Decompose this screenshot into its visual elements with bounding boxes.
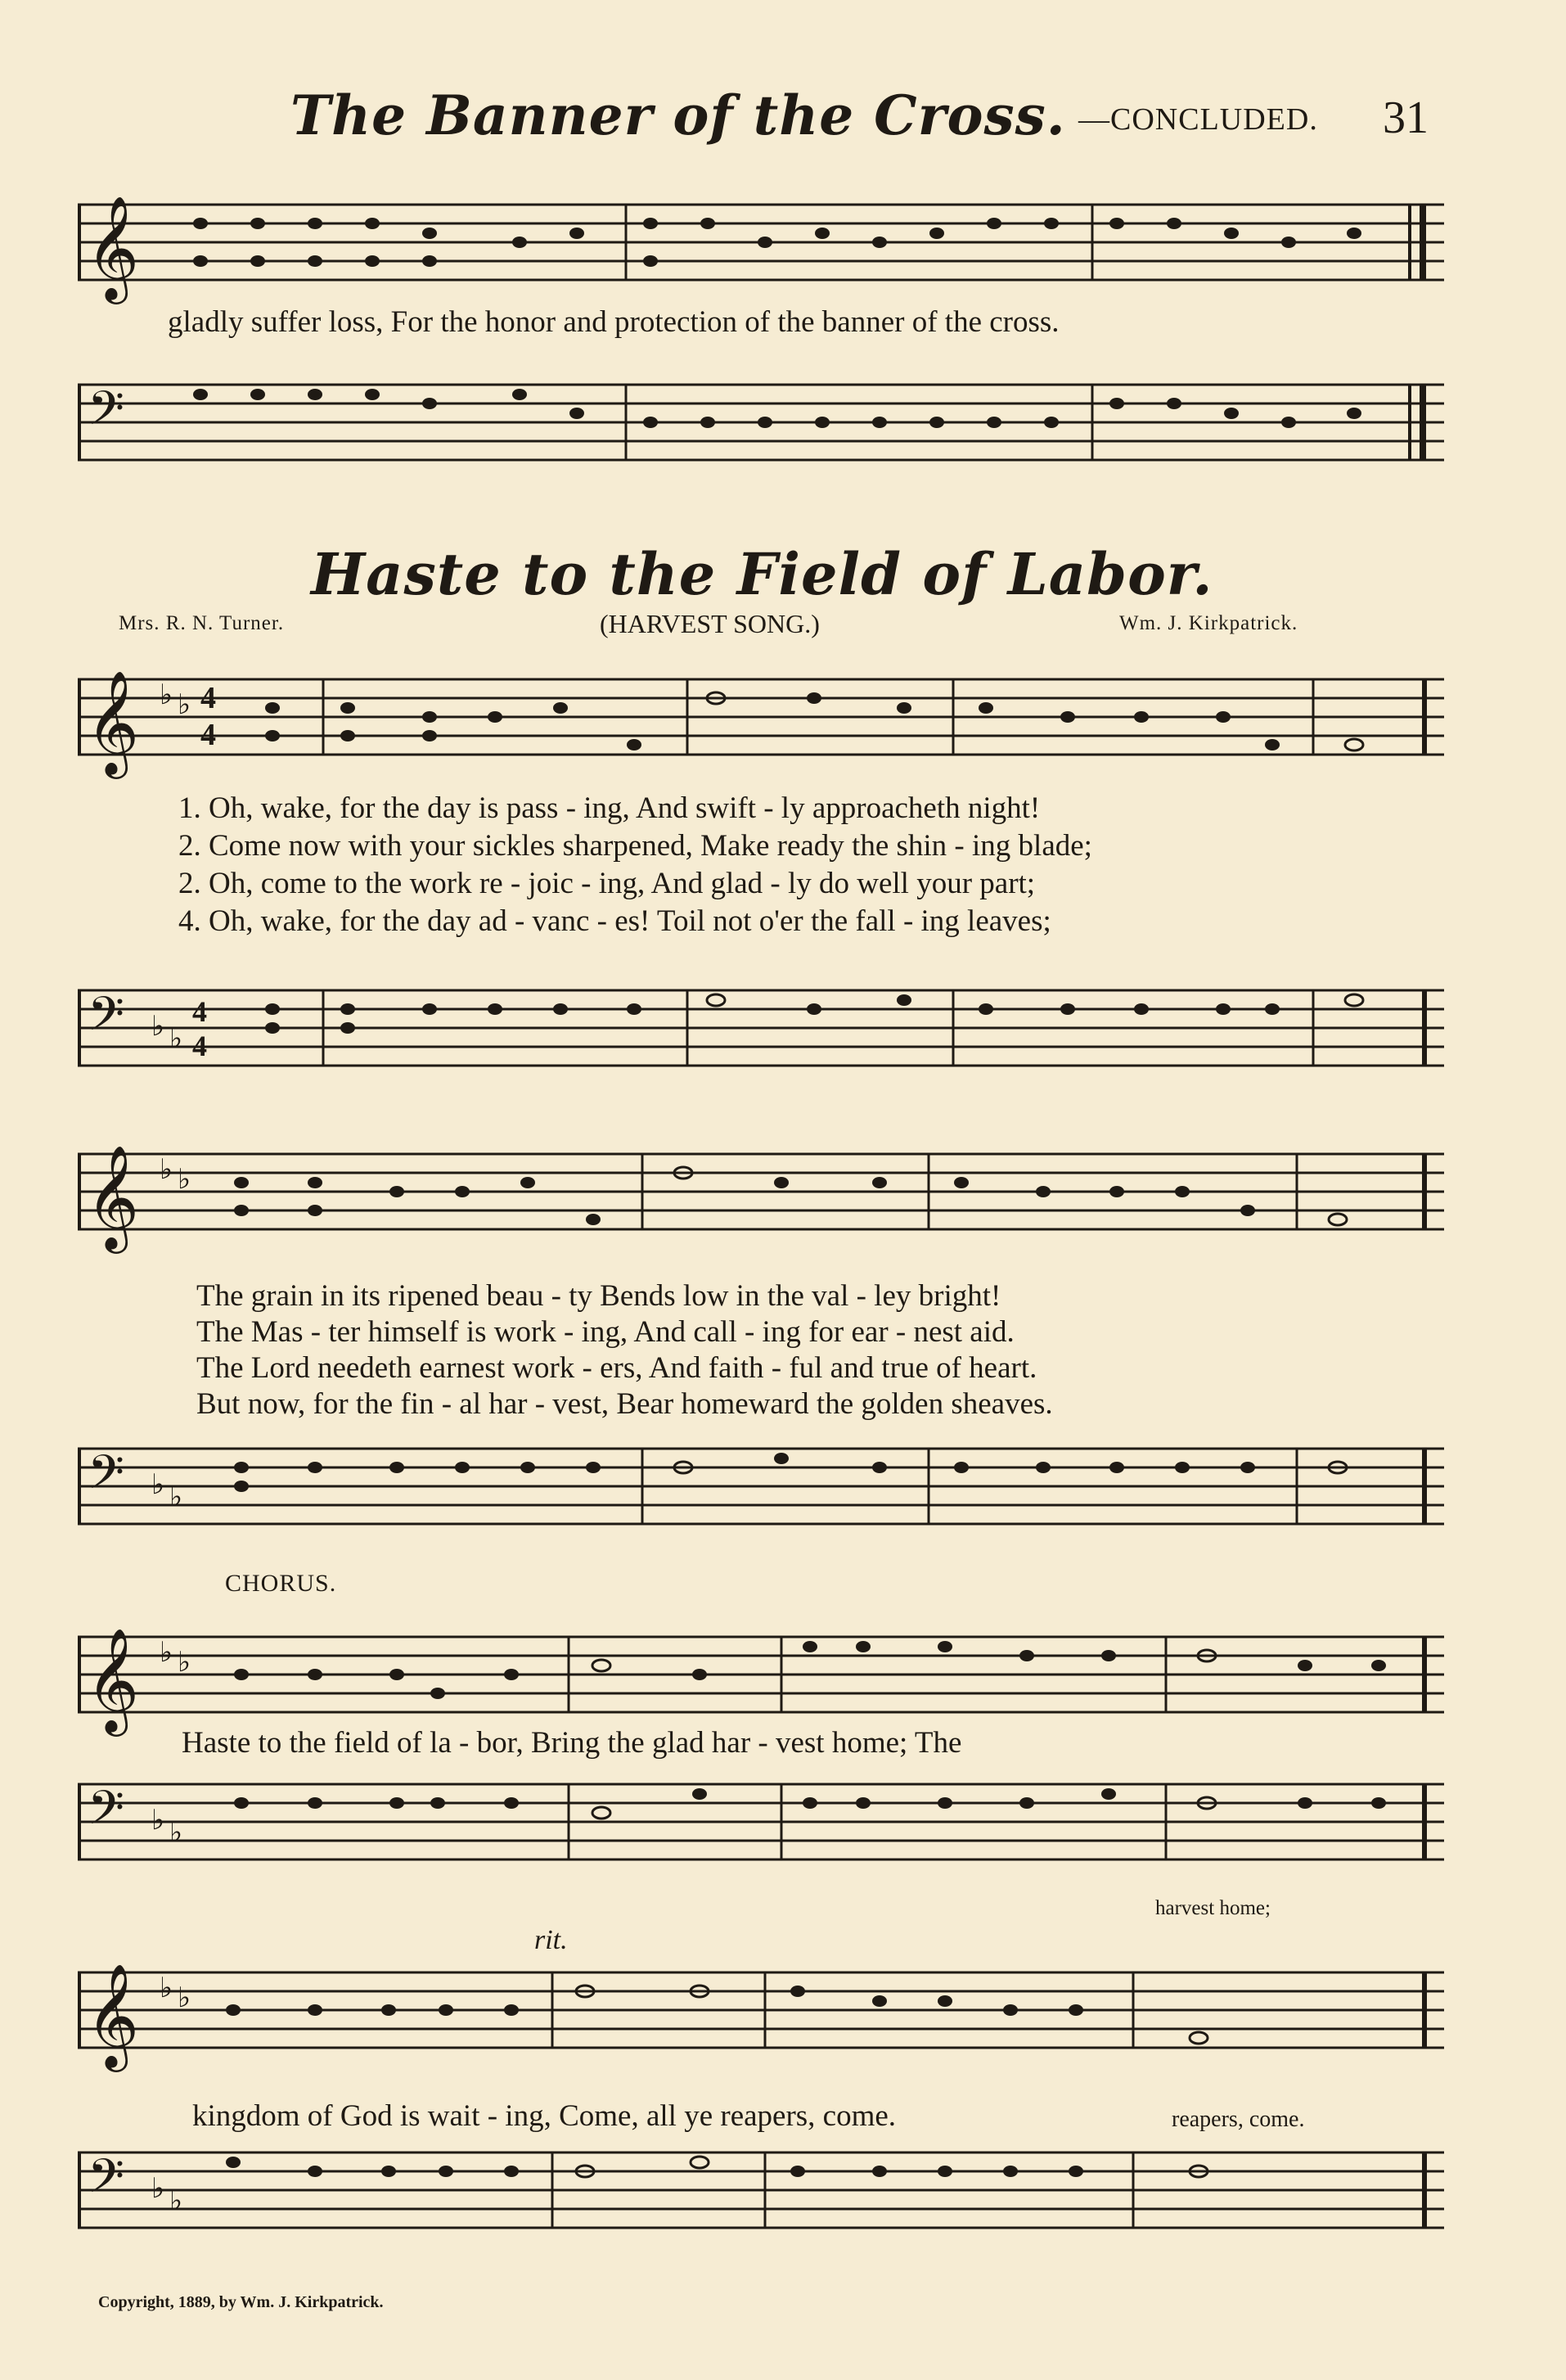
rit-marking: rit. xyxy=(534,1925,568,1955)
svg-text:𝄢: 𝄢 xyxy=(88,986,125,1053)
svg-text:4: 4 xyxy=(192,995,207,1028)
top-song-title: The Banner of the Cross. xyxy=(290,83,1066,147)
chorus-bass-echo: harvest home; xyxy=(1155,1897,1271,1919)
svg-text:𝄢: 𝄢 xyxy=(88,1445,125,1512)
verse-line-3a: 2. Oh, come to the work re - joic - ing, And glad - ly do well your part; xyxy=(178,867,1036,900)
chorus-lyric-2-echo: reapers, come. xyxy=(1172,2107,1305,2132)
chorus-label: CHORUS. xyxy=(225,1570,337,1597)
page-number: 31 xyxy=(1383,92,1429,143)
song-subtitle: (HARVEST SONG.) xyxy=(600,609,820,638)
svg-text:𝄞: 𝄞 xyxy=(86,1144,140,1249)
chorus2-treble-staff xyxy=(78,1963,1444,2067)
svg-text:♭: ♭ xyxy=(178,690,191,720)
svg-text:♭: ♭ xyxy=(160,1638,173,1668)
system1-treble-staff xyxy=(78,669,1444,774)
svg-text:♭: ♭ xyxy=(160,1155,173,1185)
svg-text:𝄢: 𝄢 xyxy=(88,2148,125,2215)
chorus-lyric-2: kingdom of God is wait - ing, Come, all ye reapers, come. xyxy=(192,2099,897,2133)
chorus1-bass-staff xyxy=(78,1776,1444,1874)
verse-line-2b: The Mas - ter himself is work - ing, And call - ing for ear - nest aid. xyxy=(196,1315,1015,1349)
svg-text:♭: ♭ xyxy=(178,1165,191,1195)
svg-text:♭: ♭ xyxy=(160,1973,173,2004)
svg-text:♭: ♭ xyxy=(178,1648,191,1678)
svg-text:♭: ♭ xyxy=(169,1024,183,1054)
system2-treble-staff xyxy=(78,1144,1444,1249)
svg-text:𝄞: 𝄞 xyxy=(86,195,140,300)
svg-text:𝄢: 𝄢 xyxy=(88,381,125,448)
system2-bass-staff xyxy=(78,1440,1444,1539)
song-title: Haste to the Field of Labor. xyxy=(311,540,1213,608)
chorus2-bass-staff xyxy=(78,2144,1444,2243)
song-composer: Wm. J. Kirkpatrick. xyxy=(1119,612,1298,634)
svg-text:4: 4 xyxy=(200,681,216,715)
svg-text:♭: ♭ xyxy=(151,1470,165,1500)
verse-line-4b: But now, for the fin - al har - vest, Bear homeward the golden sheaves. xyxy=(196,1387,1053,1421)
verse-line-1b: The grain in its ripened beau - ty Bends low in the val - ley bright! xyxy=(196,1279,1001,1313)
svg-text:𝄢: 𝄢 xyxy=(88,1780,125,1847)
concluded-label: —CONCLUDED. xyxy=(1078,102,1318,137)
svg-text:♭: ♭ xyxy=(151,1012,165,1042)
svg-text:♭: ♭ xyxy=(178,1983,191,2013)
verse-line-3b: The Lord needeth earnest work - ers, And faith - ful and true of heart. xyxy=(196,1351,1037,1385)
verse-line-2a: 2. Come now with your sickles sharpened, Make ready the shin - ing blade; xyxy=(178,829,1092,863)
svg-text:𝄞: 𝄞 xyxy=(86,1963,140,2067)
verse-line-4a: 4. Oh, wake, for the day ad - vanc - es! Toil not o'er the fall - ing leaves; xyxy=(178,904,1051,938)
chorus-lyric-1: Haste to the field of la - bor, Bring the glad har - vest home; The xyxy=(182,1726,962,1760)
svg-text:♭: ♭ xyxy=(169,1482,183,1512)
top-treble-staff xyxy=(78,195,1444,300)
song-author: Mrs. R. N. Turner. xyxy=(119,612,285,634)
top-bass-staff xyxy=(78,376,1444,475)
svg-text:4: 4 xyxy=(200,718,216,752)
verse-line-1a: 1. Oh, wake, for the day is pass - ing, And swift - ly approacheth night! xyxy=(178,791,1041,825)
svg-text:♭: ♭ xyxy=(160,680,173,710)
top-song-lyric: gladly suffer loss, For the honor and protection of the banner of the cross. xyxy=(168,305,1060,339)
svg-text:4: 4 xyxy=(192,1030,207,1062)
svg-text:𝄞: 𝄞 xyxy=(86,1627,140,1732)
svg-text:♭: ♭ xyxy=(169,2186,183,2216)
svg-text:♭: ♭ xyxy=(151,1805,165,1836)
svg-text:♭: ♭ xyxy=(169,1818,183,1848)
svg-text:♭: ♭ xyxy=(151,2174,165,2204)
copyright-notice: Copyright, 1889, by Wm. J. Kirkpatrick. xyxy=(98,2293,384,2311)
chorus1-treble-staff xyxy=(78,1627,1444,1732)
svg-text:𝄞: 𝄞 xyxy=(86,669,140,774)
system1-bass-staff xyxy=(78,982,1444,1080)
